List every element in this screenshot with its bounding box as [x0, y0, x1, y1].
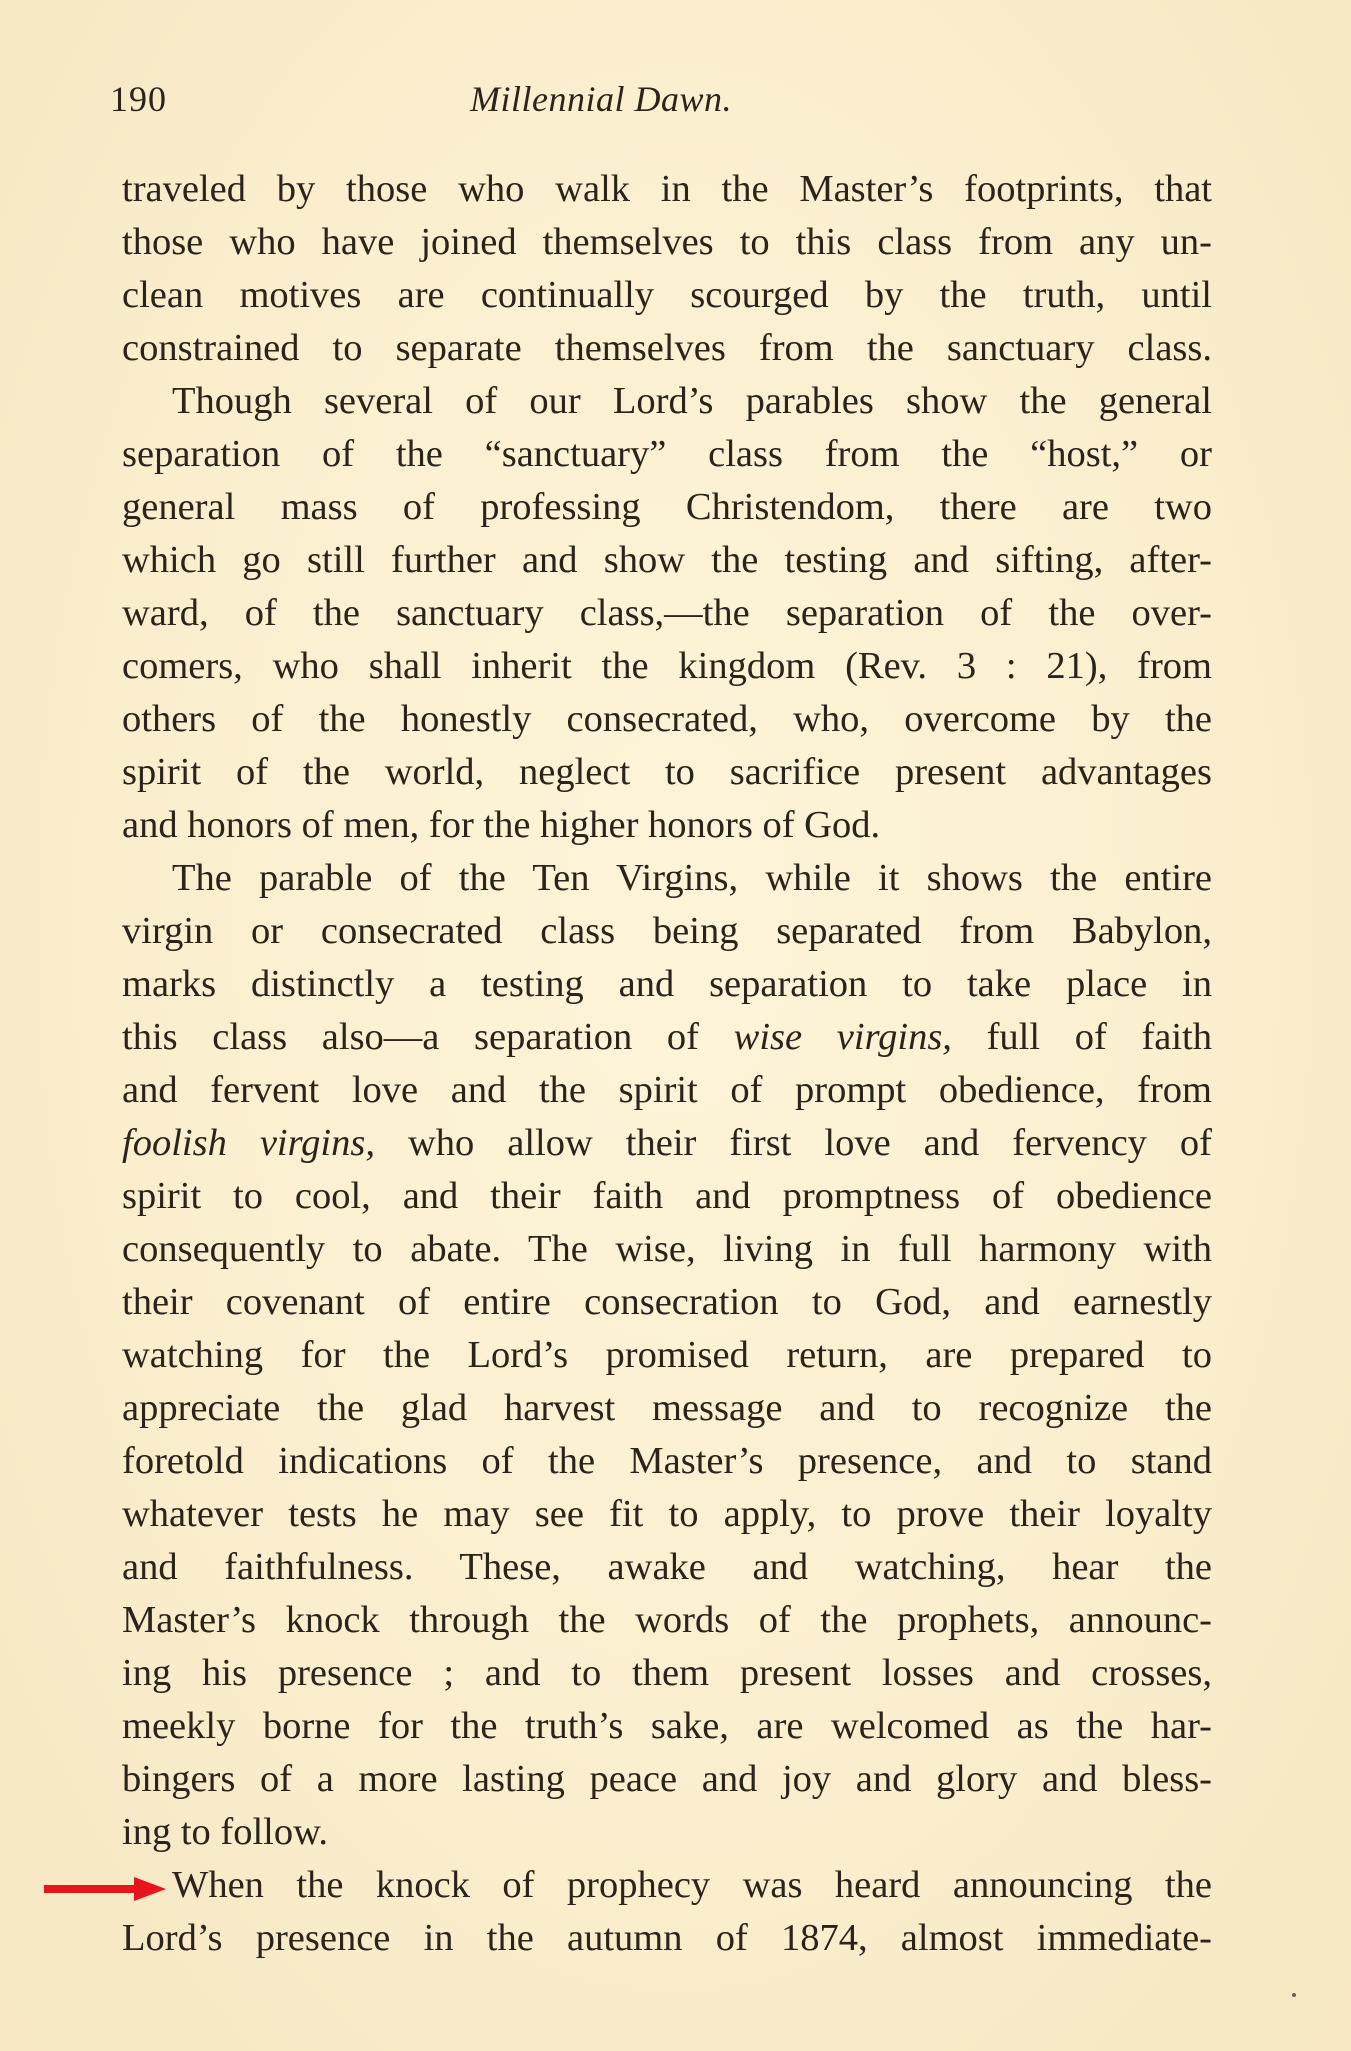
text-line: spirit of the world, neglect to sacrifice present advantages	[122, 751, 1212, 793]
text-line: separation of the “sanctuary” class from the “host,” or	[122, 433, 1212, 475]
text-line: foretold indications of the Master’s presence, and to stand	[122, 1440, 1212, 1482]
paragraph-start-line: When the knock of prophecy was heard announcing the	[172, 1864, 1212, 1906]
italic-phrase: wise virgins,	[733, 1016, 952, 1058]
page-header	[110, 78, 1212, 128]
text-segment: full of faith	[951, 1016, 1213, 1058]
text-segment: this class also—a separation of	[122, 1016, 734, 1058]
paragraph-end-line: and honors of men, for the higher honors of God.	[122, 804, 881, 846]
text-line: whatever tests he may see fit to apply, to prove their loyalty	[122, 1493, 1212, 1535]
text-line: Master’s knock through the words of the prophets, announc-	[122, 1599, 1212, 1641]
text-line: those who have joined themselves to this class from any un-	[122, 221, 1212, 263]
body-text	[122, 163, 1212, 1965]
text-line: bingers of a more lasting peace and joy and glory and bless-	[122, 1758, 1212, 1800]
paragraph-end-line: ing to follow.	[122, 1811, 329, 1853]
text-line-with-italic	[122, 1011, 1212, 1064]
text-line: their covenant of entire consecration to God, and earnestly	[122, 1281, 1212, 1323]
text-line: consequently to abate. The wise, living in full harmony with	[122, 1228, 1212, 1270]
text-line: constrained to separate themselves from the sanctuary class.	[122, 327, 1212, 369]
text-line: and fervent love and the spirit of prompt obedience, from	[122, 1069, 1212, 1111]
text-line: watching for the Lord’s promised return, are prepared to	[122, 1334, 1212, 1376]
text-line: ward, of the sanctuary class,—the separation of the over-	[122, 592, 1212, 634]
text-line: appreciate the glad harvest message and to recognize the	[122, 1387, 1212, 1429]
text-line: ing his presence ; and to them present losses and crosses,	[122, 1652, 1212, 1694]
text-line: and faithfulness. These, awake and watching, hear the	[122, 1546, 1212, 1588]
paper-speck	[1292, 1993, 1296, 1997]
paragraph-start-line: Though several of our Lord’s parables show the general	[172, 380, 1212, 422]
paragraph-start-line: The parable of the Ten Virgins, while it shows the entire	[172, 857, 1212, 899]
running-title: Millennial Dawn.	[470, 79, 732, 119]
italic-phrase: foolish virgins,	[122, 1122, 375, 1164]
text-line: meekly borne for the truth’s sake, are welcomed as the har-	[122, 1705, 1212, 1747]
text-line: clean motives are continually scourged by the truth, until	[122, 274, 1212, 316]
text-segment: who allow their first love and fervency of	[374, 1122, 1212, 1164]
text-line: spirit to cool, and their faith and promptness of obedience	[122, 1175, 1212, 1217]
text-line: comers, who shall inherit the kingdom (Rev. 3 : 21), from	[122, 645, 1212, 687]
text-line: general mass of professing Christendom, there are two	[122, 486, 1212, 528]
text-line: traveled by those who walk in the Master’s footprints, that	[122, 168, 1212, 210]
text-line: virgin or consecrated class being separated from Babylon,	[122, 910, 1212, 952]
page-number: 190	[110, 79, 167, 119]
text-line: Lord’s presence in the autumn of 1874, almost immediate-	[122, 1917, 1212, 1959]
text-line: others of the honestly consecrated, who, overcome by the	[122, 698, 1212, 740]
text-line: marks distinctly a testing and separation to take place in	[122, 963, 1212, 1005]
text-line-with-italic	[122, 1117, 1212, 1170]
text-line: which go still further and show the testing and sifting, after-	[122, 539, 1212, 581]
